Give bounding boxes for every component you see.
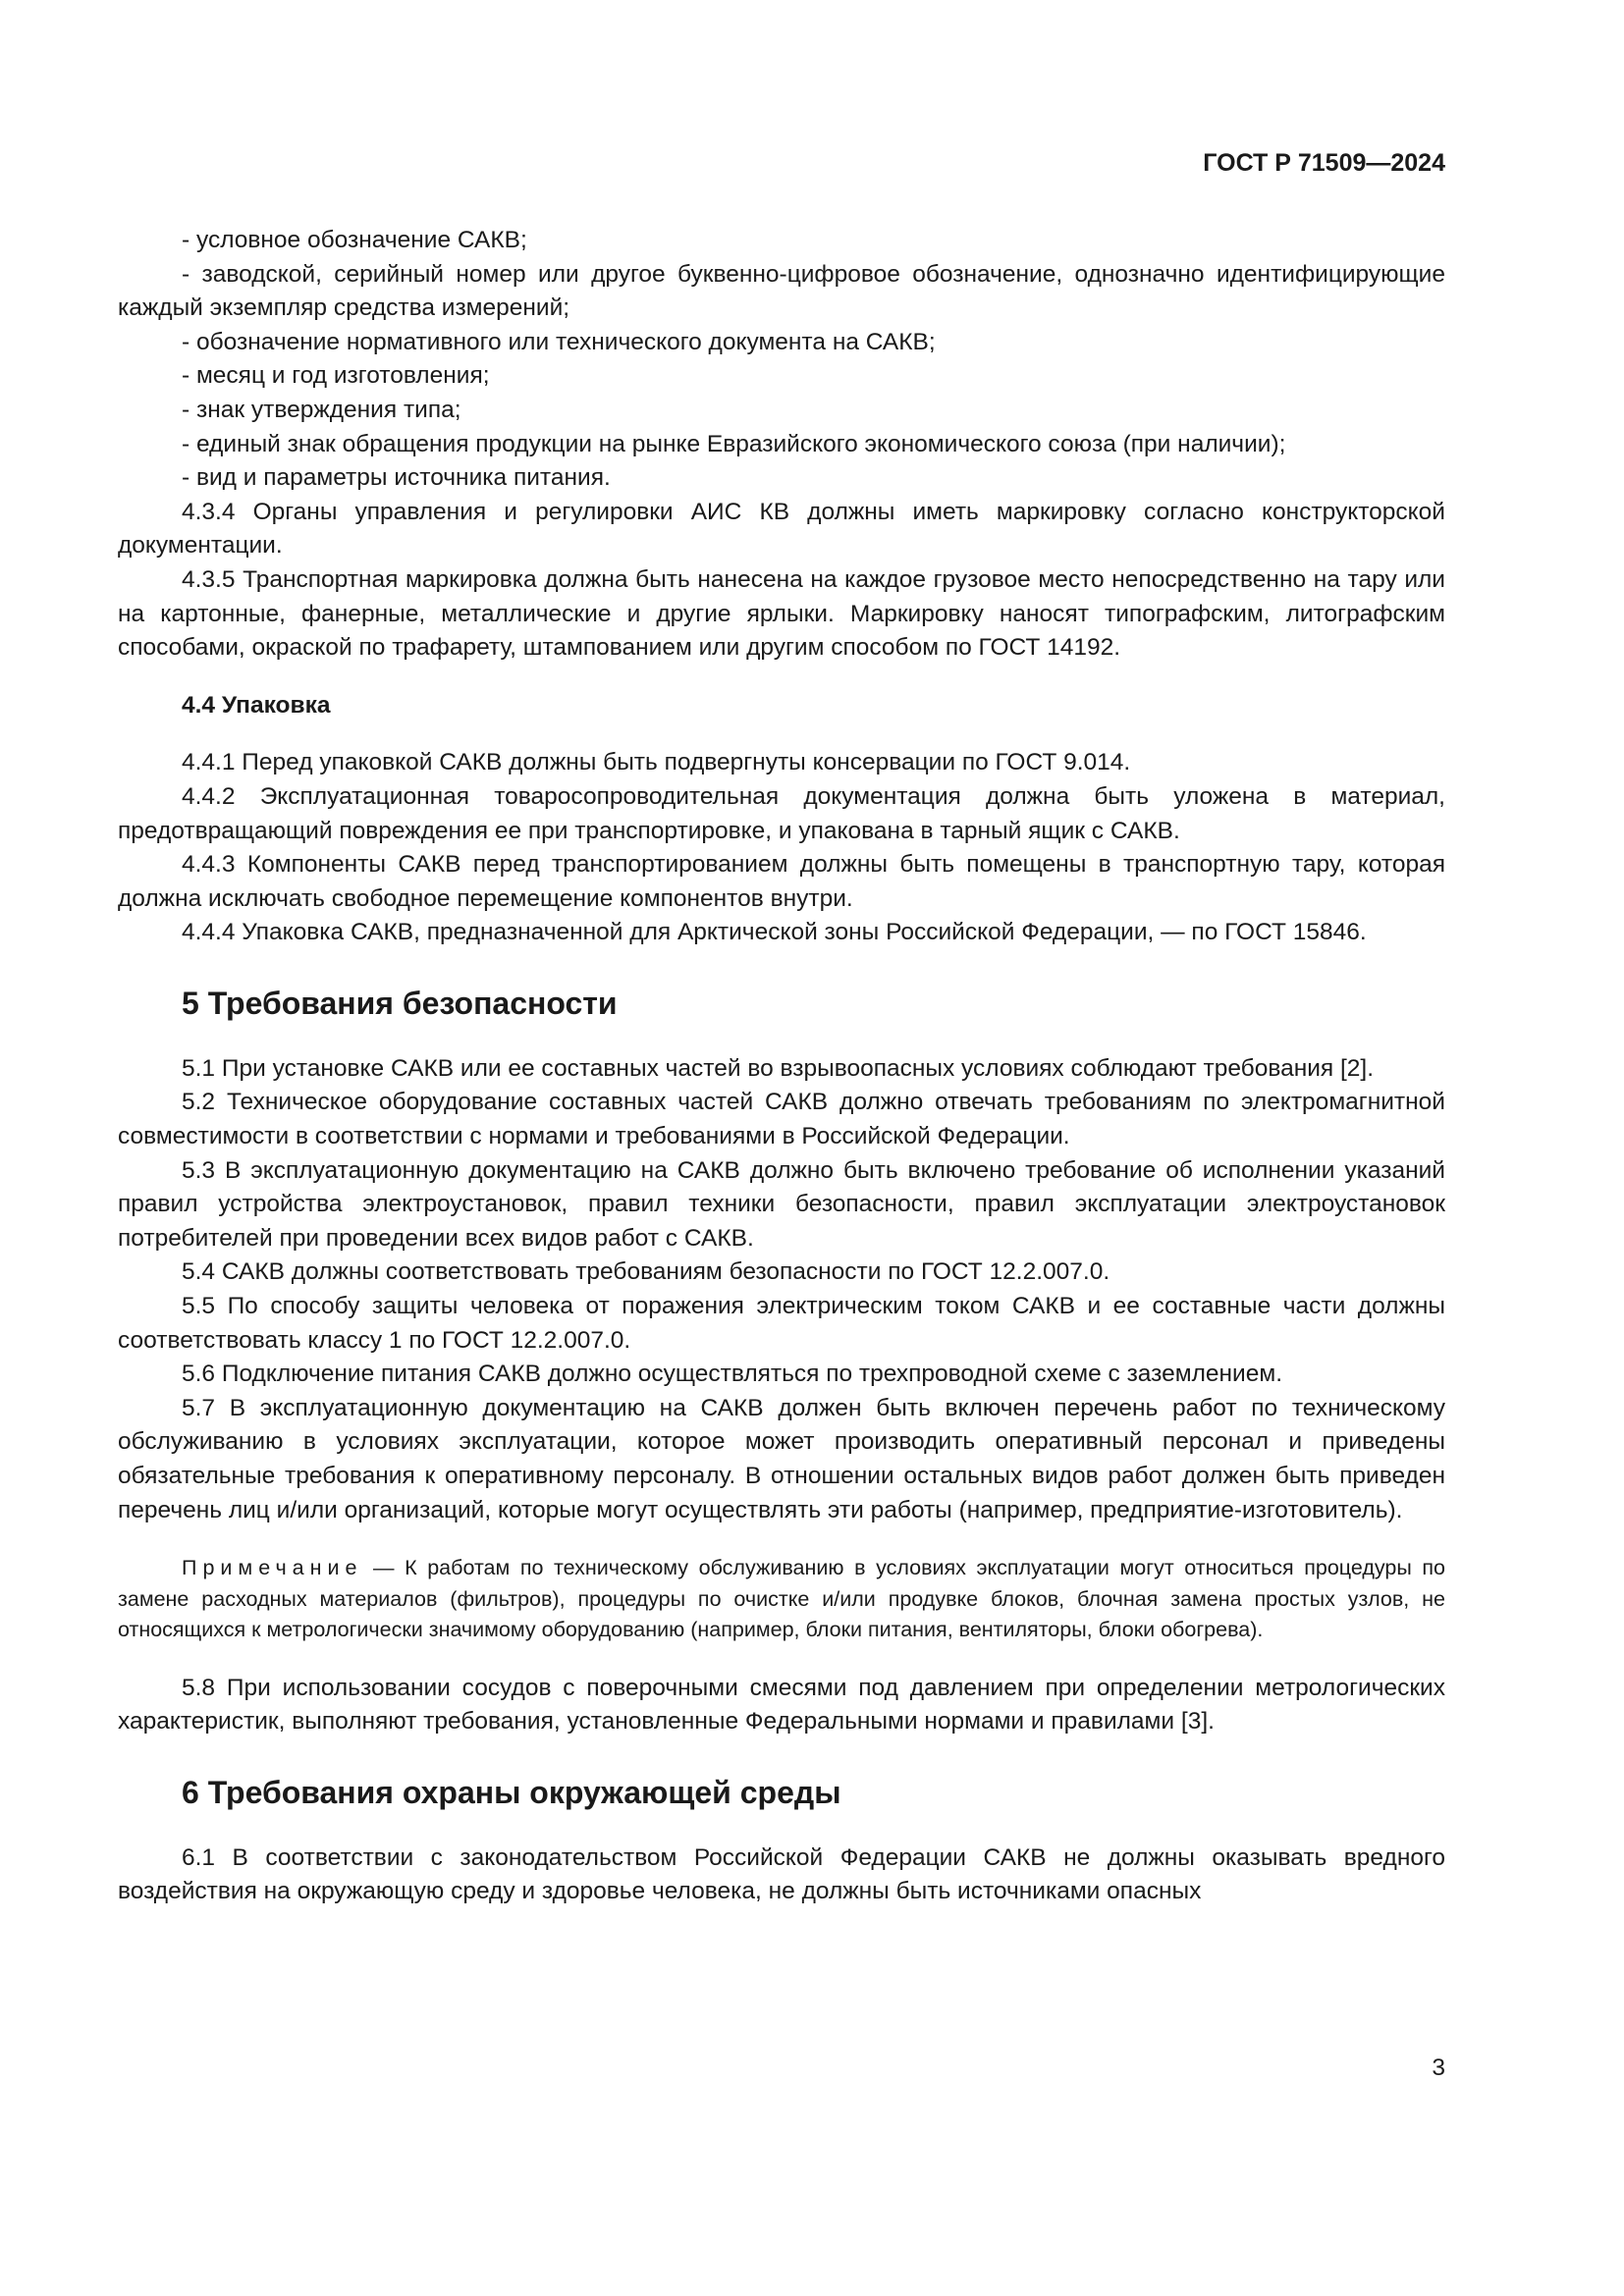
clause-5-5: 5.5 По способу защиты человека от поражения электрическим током САКВ и ее составные части должны соответствовать классу 1 по ГОСТ 12.2.007.0. — [118, 1293, 1445, 1354]
list-item: - обозначение нормативного или технического документа на САКВ; — [182, 328, 936, 355]
list-item: - единый знак обращения продукции на рынке Евразийского экономического союза (при наличии); — [182, 430, 1286, 457]
list-item-text: - заводской, серийный номер или другое буквенно-цифровое обозначение, однозначно идентифицирующие каждый экземпляр средства измерений; — [118, 260, 1445, 322]
document-body — [118, 224, 1445, 1909]
clause-5-8: 5.8 При использовании сосудов с поверочными смесями под давлением при определении метрологических характеристик, выполняют требования, установленные Федеральными нормами и правилами [3]. — [118, 1674, 1445, 1735]
clause-4-3-4: 4.3.4 Органы управления и регулировки АИС КВ должны иметь маркировку согласно конструкторской документации. — [118, 498, 1445, 560]
section-title-6: 6 Требования охраны окружающей среды — [182, 1774, 841, 1810]
list-item: - вид и параметры источника питания. — [182, 464, 611, 492]
list-item: - условное обозначение САКВ; — [182, 227, 527, 253]
document-code-header: ГОСТ Р 71509—2024 — [1203, 149, 1445, 177]
clause-5-7: 5.7 В эксплуатационную документацию на САКВ должен быть включен перечень работ по техническому обслуживанию в условиях эксплуатации, которое может производить оперативный персонал и приведены обязательные требования к оперативному персоналу. В отношении остальных видов работ должен быть приведен перечень лиц и/или организаций, которые могут осуществлять эти работы (например, предприятие-изготовитель). — [118, 1394, 1445, 1523]
note-text: — К работам по техническому обслуживанию в условиях эксплуатации могут относиться процедуры по замене расходных материалов (фильтров), процедуры по очистке и/или продувке блоков, блочная замена простых узлов, не относящихся к метрологически значимому оборудованию (например, блоки питания, вентиляторы, блоки обогрева). — [118, 1556, 1445, 1642]
clause-5-1: 5.1 При установке САКВ или ее составных частей во взрывоопасных условиях соблюдают требования [2]. — [182, 1054, 1375, 1082]
page-number: 3 — [1432, 2055, 1445, 2081]
clause-4-3-5: 4.3.5 Транспортная маркировка должна быть нанесена на каждое грузовое место непосредственно на тару или на картонные, фанерные, металлические и другие ярлыки. Маркировку наносят типографским, литографским способами, окраской по трафарету, штампованием или другим способом по ГОСТ 14192. — [118, 565, 1445, 662]
list-item — [118, 258, 1445, 326]
note — [118, 1553, 1445, 1646]
note-label: Примечание — [182, 1556, 363, 1580]
clause-5-4: 5.4 САКВ должны соответствовать требованиям безопасности по ГОСТ 12.2.007.0. — [182, 1258, 1110, 1286]
clause-5-2: 5.2 Техническое оборудование составных частей САКВ должно отвечать требованиям по электромагнитной совместимости в соответствии с нормами и требованиями в Российской Федерации. — [118, 1089, 1445, 1150]
subsection-title-4-4: 4.4 Упаковка — [182, 691, 331, 719]
clause-4-4-2: 4.4.2 Эксплуатационная товаросопроводительная документация должна быть уложена в материал, предотвращающий повреждения ее при транспортировке, и упакована в тарный ящик с САКВ. — [118, 782, 1445, 844]
clause-4-4-4: 4.4.4 Упаковка САКВ, предназначенной для Арктической зоны Российской Федерации, — по ГОСТ 15846. — [182, 919, 1367, 946]
clause-4-4-1: 4.4.1 Перед упаковкой САКВ должны быть подвергнуты консервации по ГОСТ 9.014. — [182, 749, 1131, 776]
list-item: - знак утверждения типа; — [182, 396, 461, 423]
clause-6-1: 6.1 В соответствии с законодательством Российской Федерации САКВ не должны оказывать вредного воздействия на окружающую среду и здоровье человека, не должны быть источниками опасных — [118, 1843, 1445, 1905]
clause-5-3: 5.3 В эксплуатационную документацию на САКВ должно быть включено требование об исполнении указаний правил устройства электроустановок, правил техники безопасности, правил эксплуатации электроустановок потребителей при проведении всех видов работ с САКВ. — [118, 1156, 1445, 1252]
clause-4-4-3: 4.4.3 Компоненты САКВ перед транспортированием должны быть помещены в транспортную тару, которая должна исключать свободное перемещение компонентов внутри. — [118, 851, 1445, 912]
clause-5-6: 5.6 Подключение питания САКВ должно осуществляться по трехпроводной схеме с заземлением. — [182, 1361, 1282, 1388]
section-title-5: 5 Требования безопасности — [182, 985, 618, 1021]
list-item: - месяц и год изготовления; — [182, 362, 490, 390]
